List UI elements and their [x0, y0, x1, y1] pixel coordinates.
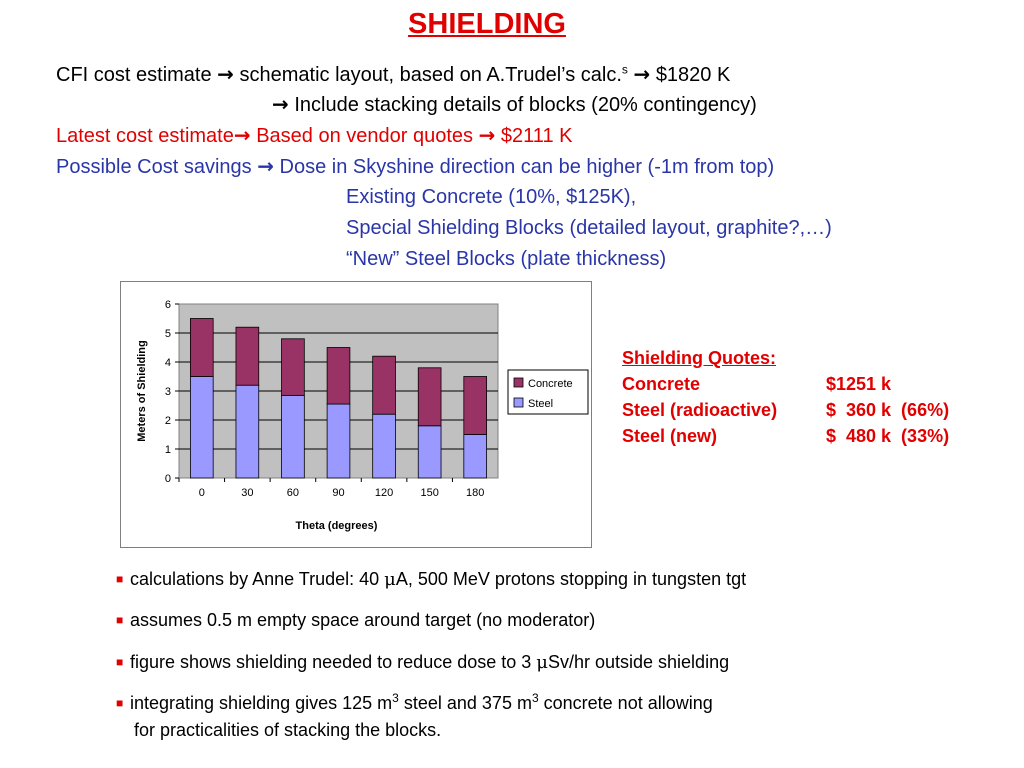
bar-concrete — [236, 327, 259, 385]
list-item — [116, 693, 713, 714]
arrow-right-icon: → — [217, 62, 234, 86]
legend-label: Steel — [528, 398, 554, 410]
cfi-superscript: s — [621, 62, 628, 77]
arrow-right-icon: → — [257, 154, 274, 178]
cfi-line-2 — [272, 91, 757, 118]
x-tick-label: 90 — [332, 487, 345, 499]
note-text: integrating shielding gives 125 m — [130, 693, 393, 713]
cfi-label: CFI cost estimate — [56, 64, 212, 86]
bar-steel — [418, 426, 441, 478]
y-tick-label: 2 — [164, 415, 171, 427]
x-tick-label: 30 — [241, 487, 254, 499]
x-tick-label: 60 — [286, 487, 300, 499]
y-tick-label: 3 — [164, 386, 171, 398]
list-item-continuation: for practicalities of stacking the blocks. — [134, 720, 442, 740]
note-text: assumes 0.5 m empty space around target (no moderator) — [130, 610, 596, 630]
savings-item: Existing Concrete (10%, $125K), — [346, 186, 637, 208]
cfi-text-2: Include stacking details of blocks (20% contingency) — [294, 94, 757, 116]
quote-name: Steel (new) — [622, 426, 718, 446]
arrow-right-icon: → — [478, 123, 496, 147]
bar-concrete — [418, 368, 441, 426]
quotes-heading: Shielding Quotes: — [622, 348, 777, 368]
y-axis-title: Meters of Shielding — [136, 340, 148, 442]
legend-label: Concrete — [528, 378, 573, 390]
bar-steel — [236, 385, 259, 478]
note-text: A, 500 MeV protons stopping in tungsten tgt — [395, 569, 747, 589]
micro-symbol: μ — [384, 569, 396, 590]
cfi-value: $1820 K — [655, 64, 731, 86]
list-item — [116, 652, 729, 673]
latest-line — [56, 122, 572, 149]
bar-concrete — [464, 377, 487, 435]
arrow-right-icon: → — [272, 92, 289, 116]
y-tick-label: 5 — [164, 328, 171, 340]
note-text: concrete not allowing — [538, 693, 713, 713]
y-tick-label: 0 — [164, 473, 171, 485]
micro-symbol: μ — [536, 652, 548, 673]
bullet-square-icon: ■ — [116, 613, 124, 627]
bullet-square-icon: ■ — [116, 572, 124, 586]
note-superscript: 3 — [531, 691, 539, 705]
bullet-square-icon: ■ — [116, 655, 124, 669]
quote-name: Steel (radioactive) — [622, 400, 778, 420]
latest-value: $2111 K — [500, 125, 573, 147]
savings-label: Possible Cost savings — [56, 156, 252, 178]
note-text: calculations by Anne Trudel: 40 — [130, 569, 385, 589]
y-tick-label: 1 — [164, 444, 171, 456]
note-text: figure shows shielding needed to reduce dose to 3 — [130, 652, 537, 672]
quote-name: Concrete — [622, 374, 701, 394]
savings-item: Special Shielding Blocks (detailed layout, graphite?,…) — [346, 217, 832, 239]
list-item — [116, 569, 746, 590]
savings-line — [56, 153, 774, 180]
bar-steel — [190, 377, 213, 479]
savings-item: Dose in Skyshine direction can be higher (-1m from top) — [279, 156, 775, 178]
bar-steel — [327, 404, 350, 478]
x-tick-label: 120 — [374, 487, 394, 499]
x-tick-label: 180 — [466, 487, 485, 499]
arrow-right-icon: → — [233, 123, 251, 147]
legend-swatch-steel — [514, 398, 523, 407]
savings-item: “New” Steel Blocks (plate thickness) — [346, 248, 667, 270]
x-axis-title: Theta (degrees) — [295, 520, 378, 532]
quote-value: $ 360 k (66%) — [826, 400, 950, 420]
cfi-line — [56, 61, 730, 88]
bar-concrete — [282, 339, 305, 396]
bar-concrete — [190, 319, 213, 377]
note-text: Sv/hr outside shielding — [547, 652, 730, 672]
bar-steel — [464, 435, 487, 479]
chart-canvas — [121, 282, 591, 547]
bar-concrete — [373, 356, 396, 414]
page-title: SHIELDING — [408, 8, 566, 40]
y-tick-label: 4 — [164, 357, 171, 369]
y-tick-label: 6 — [164, 299, 171, 311]
cfi-text: schematic layout, based on A.Trudel’s calc. — [239, 64, 622, 86]
shielding-chart — [120, 281, 592, 548]
latest-label: Latest cost estimate — [56, 125, 234, 147]
latest-text: Based on vendor quotes — [256, 125, 474, 147]
bar-steel — [373, 414, 396, 478]
x-tick-label: 150 — [420, 487, 439, 499]
quote-value: $ 480 k (33%) — [826, 426, 950, 446]
bar-steel — [282, 395, 305, 478]
legend-swatch-concrete — [514, 378, 523, 387]
x-tick-label: 0 — [198, 487, 205, 499]
note-superscript: 3 — [392, 691, 399, 705]
quote-value: $1251 k — [826, 374, 892, 394]
list-item — [116, 610, 595, 631]
note-text: steel and 375 m — [398, 693, 532, 713]
arrow-right-icon: → — [633, 62, 651, 86]
bullet-square-icon: ■ — [116, 696, 124, 710]
bar-concrete — [327, 348, 350, 405]
